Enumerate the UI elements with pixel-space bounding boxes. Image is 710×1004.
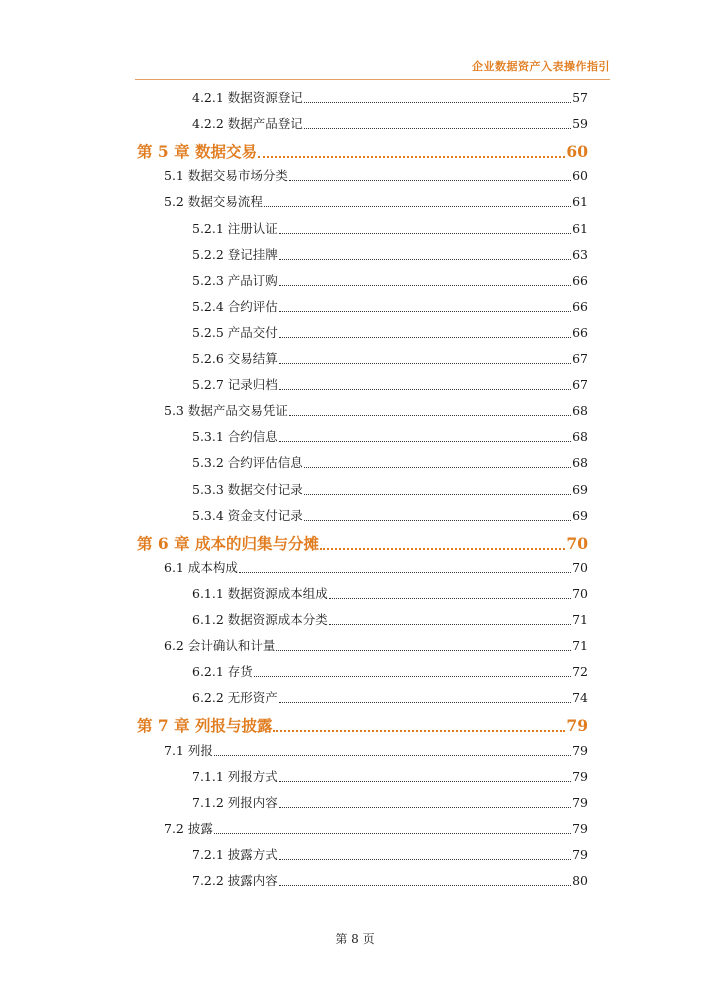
toc-entry-page: 70: [572, 559, 588, 575]
toc-entry-title: 6.2 会计确认和计量: [164, 638, 276, 654]
toc-entry-title: 6.2.2 无形资产: [192, 690, 278, 706]
toc-leader-dots: [273, 730, 565, 732]
toc-entry-title: 7.1.2 列报内容: [192, 794, 278, 810]
toc-entry-page: 67: [572, 351, 588, 366]
toc-entry-page: 70: [572, 585, 588, 601]
toc-entry-title: 6.1.2 数据资源成本分类: [192, 612, 328, 627]
toc-entry-title: 5.3.1 合约信息: [192, 429, 278, 445]
toc-entry-title: 5.1 数据交易市场分类: [164, 168, 288, 184]
toc-entry-page: 80: [572, 873, 588, 888]
toc-entry-title: 5.2.4 合约评估: [192, 298, 278, 314]
toc-leader-dots: [279, 441, 571, 442]
toc-entry-sub[interactable]: [192, 793, 588, 811]
toc-leader-dots: [279, 702, 571, 703]
toc-entry-page: 79: [572, 820, 588, 836]
toc-leader-dots: [289, 415, 571, 416]
toc-entry-sub[interactable]: [192, 427, 588, 445]
toc-entry-chapter[interactable]: [137, 532, 588, 554]
toc-entry-page: 71: [572, 638, 588, 654]
toc-entry-section[interactable]: [164, 401, 588, 419]
toc-leader-dots: [279, 389, 571, 390]
toc-entry-sub[interactable]: [192, 297, 588, 315]
toc-entry-sub[interactable]: [192, 349, 588, 367]
toc-entry-sub[interactable]: [192, 323, 588, 341]
toc-entry-title: 5.2.7 记录归档: [192, 377, 278, 393]
toc-entry-page: 70: [566, 533, 588, 553]
toc-entry-page: 72: [572, 664, 588, 680]
toc-entry-section[interactable]: [164, 819, 588, 837]
toc-leader-dots: [214, 755, 571, 756]
toc-entry-section[interactable]: [164, 192, 588, 210]
toc-leader-dots: [264, 206, 571, 207]
toc-entry-title: 第 5 章 数据交易: [137, 142, 257, 162]
toc-entry-title: 第 6 章 成本的归集与分摊: [137, 533, 319, 553]
toc-entry-title: 第 7 章 列报与披露: [137, 716, 273, 736]
toc-entry-section[interactable]: [164, 558, 588, 576]
toc-entry-chapter[interactable]: [137, 140, 588, 162]
toc-entry-title: 5.3.3 数据交付记录: [192, 481, 303, 497]
toc-entry-title: 7.2.2 披露内容: [192, 873, 278, 888]
toc-entry-title: 5.3.2 合约评估信息: [192, 455, 303, 471]
toc-leader-dots: [258, 156, 565, 158]
toc-entry-title: 5.2.6 交易结算: [192, 351, 278, 366]
toc-entry-title: 6.1 成本构成: [164, 559, 238, 575]
toc-entry-sub[interactable]: [192, 219, 588, 237]
toc-leader-dots: [279, 859, 571, 860]
toc-leader-dots: [279, 885, 571, 886]
toc-entry-page: 79: [572, 768, 588, 784]
toc-leader-dots: [254, 676, 571, 677]
toc-entry-section[interactable]: [164, 741, 588, 759]
toc-entry-page: 63: [572, 246, 588, 262]
toc-leader-dots: [279, 781, 571, 782]
toc-entry-page: 61: [572, 194, 588, 210]
toc-entry-page: 79: [572, 846, 588, 862]
toc-entry-page: 60: [566, 142, 588, 162]
toc-leader-dots: [304, 520, 571, 521]
toc-entry-title: 4.2.1 数据资源登记: [192, 90, 303, 105]
toc-entry-page: 69: [572, 507, 588, 523]
toc-entry-sub[interactable]: [192, 271, 588, 289]
toc-leader-dots: [304, 467, 571, 468]
toc-entry-page: 68: [572, 455, 588, 471]
toc-entry-title: 5.2.1 注册认证: [192, 220, 278, 236]
toc-entry-page: 68: [572, 403, 588, 419]
toc-entry-sub[interactable]: [192, 610, 588, 628]
toc-leader-dots: [329, 624, 571, 625]
toc-entry-page: 57: [572, 90, 588, 105]
toc-entry-page: 66: [572, 324, 588, 340]
toc-entry-page: 71: [572, 612, 588, 627]
toc-leader-dots: [304, 128, 571, 129]
toc-entry-sub[interactable]: [192, 375, 588, 393]
toc-entry-sub[interactable]: [192, 584, 588, 602]
header-title: 企业数据资产入表操作指引: [472, 60, 610, 73]
toc-entry-title: 5.3 数据产品交易凭证: [164, 403, 288, 419]
toc-entry-page: 67: [572, 377, 588, 393]
toc-entry-page: 68: [572, 429, 588, 445]
toc-leader-dots: [279, 233, 571, 234]
toc-leader-dots: [304, 102, 571, 103]
toc-leader-dots: [279, 311, 571, 312]
toc-entry-sub[interactable]: [192, 662, 588, 680]
toc-entry-sub[interactable]: [192, 767, 588, 785]
toc-entry-title: 5.2.5 产品交付: [192, 324, 278, 340]
toc-entry-page: 61: [572, 220, 588, 236]
toc-leader-dots: [279, 259, 571, 260]
toc-leader-dots: [289, 180, 571, 181]
toc-entry-sub[interactable]: [192, 453, 588, 471]
toc-entry-page: 79: [566, 716, 588, 736]
page-number: 第 8 页: [335, 932, 375, 946]
toc-leader-dots: [304, 494, 571, 495]
toc-entry-title: 5.3.4 资金支付记录: [192, 507, 303, 523]
toc-entry-sub[interactable]: [192, 688, 588, 706]
toc-leader-dots: [279, 363, 571, 364]
toc-entry-sub[interactable]: [192, 845, 588, 863]
toc-leader-dots: [214, 833, 571, 834]
toc-entry-page: 60: [572, 168, 588, 184]
toc-entry-sub[interactable]: [192, 871, 588, 889]
toc-entry-title: 7.1 列报: [164, 742, 213, 758]
header-divider: [135, 79, 610, 80]
toc-leader-dots: [329, 598, 571, 599]
toc-entry-page: 79: [572, 794, 588, 810]
toc-entry-title: 5.2.2 登记挂牌: [192, 246, 278, 262]
toc-entry-page: 66: [572, 298, 588, 314]
toc-entry-page: 69: [572, 481, 588, 497]
toc-entry-sub[interactable]: [192, 245, 588, 263]
toc-entry-sub[interactable]: [192, 506, 588, 524]
toc-leader-dots: [320, 548, 565, 550]
toc-entry-page: 66: [572, 272, 588, 288]
toc-leader-dots: [279, 337, 571, 338]
toc-leader-dots: [276, 650, 571, 651]
toc-entry-title: 6.1.1 数据资源成本组成: [192, 585, 328, 601]
toc-entry-section[interactable]: [164, 636, 588, 654]
toc-entry-page: 59: [572, 116, 588, 132]
toc-entry-title: 7.1.1 列报方式: [192, 768, 278, 784]
toc-entry-page: 74: [572, 690, 588, 706]
toc-entry-title: 6.2.1 存货: [192, 664, 253, 680]
toc-entry-title: 5.2.3 产品订购: [192, 272, 278, 288]
toc-leader-dots: [239, 572, 571, 573]
toc-entry-sub[interactable]: [192, 114, 588, 132]
toc-entry-chapter[interactable]: [137, 714, 588, 736]
toc-entry-sub[interactable]: [192, 480, 588, 498]
toc-entry-page: 79: [572, 742, 588, 758]
toc-entry-title: 4.2.2 数据产品登记: [192, 116, 303, 132]
toc-entry-title: 5.2 数据交易流程: [164, 194, 263, 210]
toc-entry-title: 7.2.1 披露方式: [192, 846, 278, 862]
toc-entry-sub[interactable]: [192, 88, 588, 106]
toc-leader-dots: [279, 285, 571, 286]
toc-entry-section[interactable]: [164, 166, 588, 184]
toc-leader-dots: [279, 807, 571, 808]
toc-entry-title: 7.2 披露: [164, 820, 213, 836]
